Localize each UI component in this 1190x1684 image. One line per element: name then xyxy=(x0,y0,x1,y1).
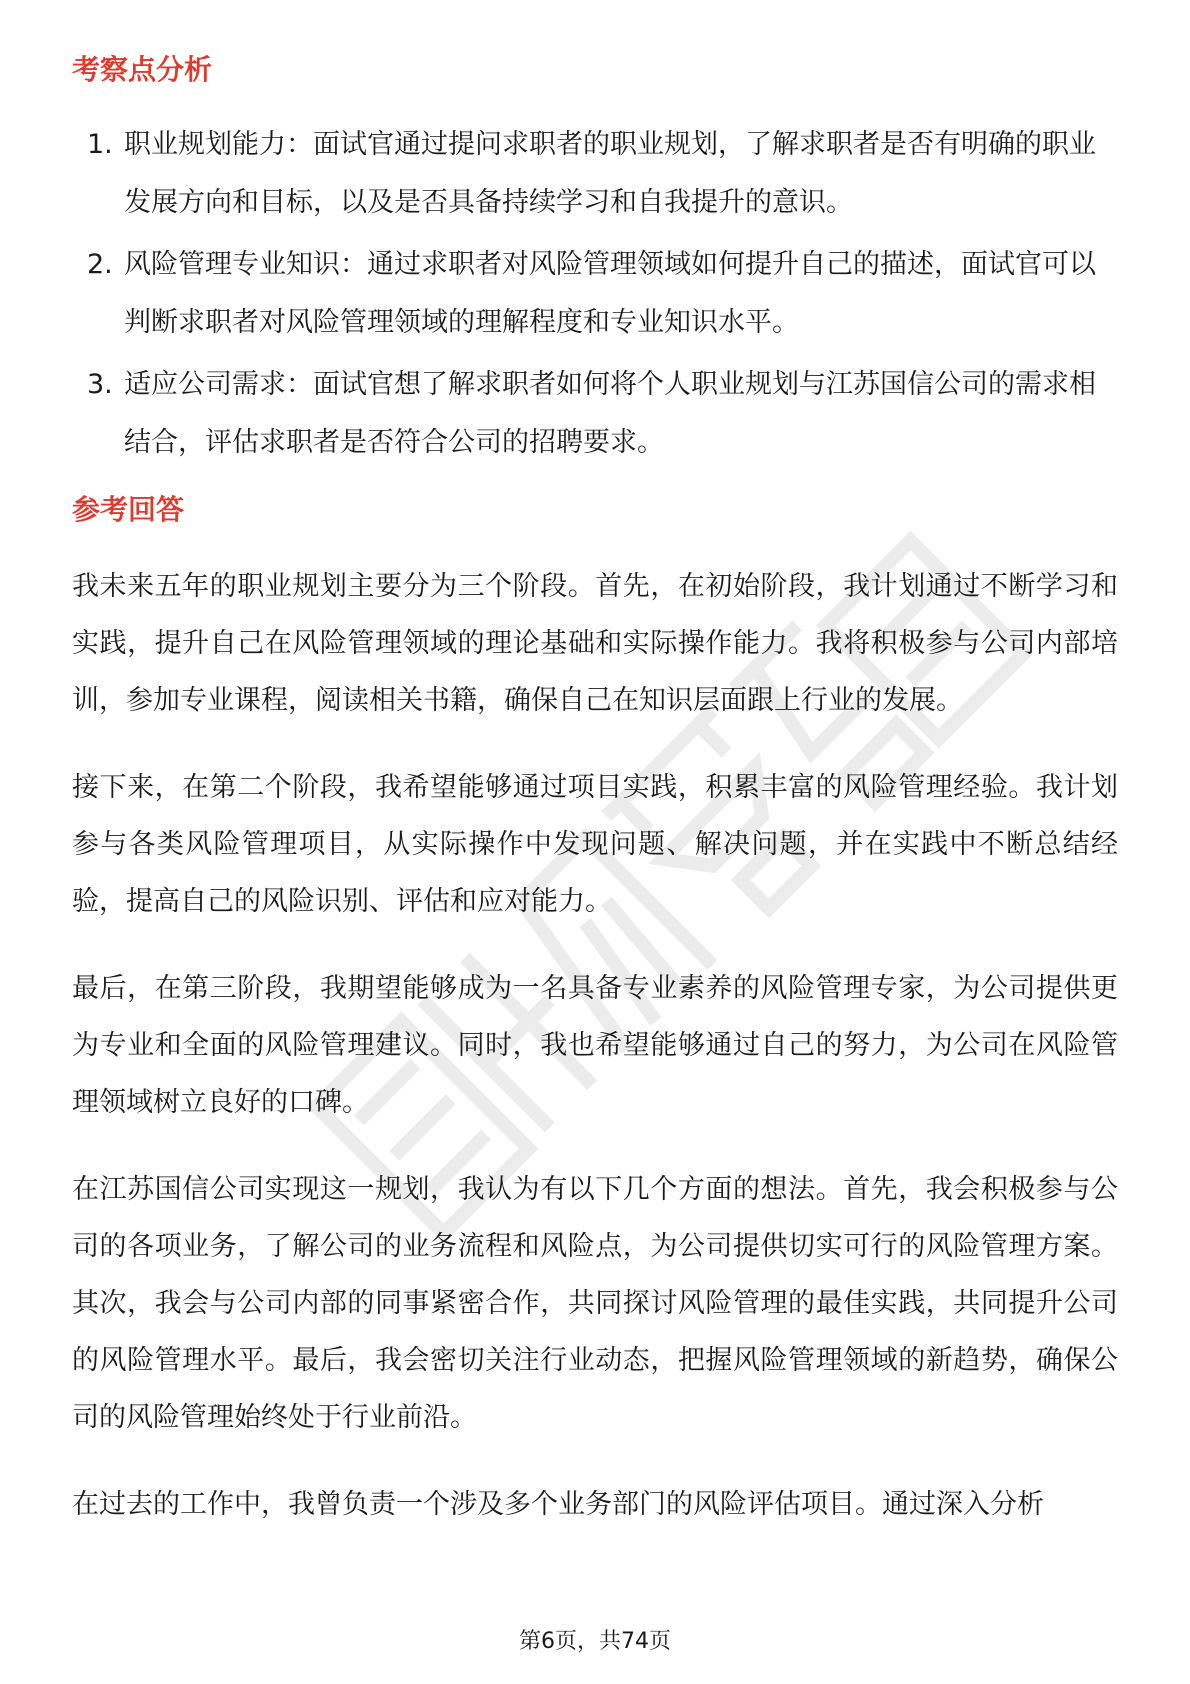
analysis-heading: 考察点分析 xyxy=(72,53,213,86)
analysis-list xyxy=(72,116,1118,472)
list-item-text: 适应公司需求：面试官想了解求职者如何将个人职业规划与江苏国信公司的需求相结合，评估求职者是否符合公司的招聘要求。 xyxy=(124,369,1096,458)
list-item xyxy=(72,356,1118,472)
list-item-number: 2. xyxy=(87,249,113,280)
list-item xyxy=(72,236,1118,352)
page-number: 第6页，共74页 xyxy=(519,1629,671,1654)
answer-heading: 参考回答 xyxy=(72,493,185,526)
list-item-text: 风险管理专业知识：通过求职者对风险管理领域如何提升自己的描述，面试官可以判断求职者对风险管理领域的理解程度和专业知识水平。 xyxy=(124,249,1096,338)
answer-paragraph: 最后，在第三阶段，我期望能够成为一名具备专业素养的风险管理专家，为公司提供更为专业和全面的风险管理建议。同时，我也希望能够通过自己的努力，为公司在风险管理领域树立良好的口碑。 xyxy=(72,973,1118,1118)
list-item-number: 3. xyxy=(87,369,113,400)
document-content xyxy=(72,50,1118,1563)
list-item-text: 职业规划能力：面试官通过提问求职者的职业规划，了解求职者是否有明确的职业发展方向和目标，以及是否具备持续学习和自我提升的意识。 xyxy=(124,129,1096,218)
list-item-number: 1. xyxy=(87,129,113,160)
answer-paragraph: 接下来，在第二个阶段，我希望能够通过项目实践，积累丰富的风险管理经验。我计划参与各类风险管理项目，从实际操作中发现问题、解决问题，并在实践中不断总结经验，提高自己的风险识别、评估和应对能力。 xyxy=(72,772,1118,917)
answer-paragraph: 我未来五年的职业规划主要分为三个阶段。首先，在初始阶段，我计划通过不断学习和实践，提升自己在风险管理领域的理论基础和实际操作能力。我将积极参与公司内部培训，参加专业课程，阅读相关书籍，确保自己在知识层面跟上行业的发展。 xyxy=(72,571,1118,716)
answer-paragraph: 在过去的工作中，我曾负责一个涉及多个业务部门的风险评估项目。通过深入分析 xyxy=(72,1489,1044,1520)
answer-paragraph: 在江苏国信公司实现这一规划，我认为有以下几个方面的想法。首先，我会积极参与公司的各项业务，了解公司的业务流程和风险点，为公司提供切实可行的风险管理方案。其次，我会与公司内部的同事紧密合作，共同探讨风险管理的最佳实践，共同提升公司的风险管理水平。最后，我会密切关注行业动态，把握风险管理领域的新趋势，确保公司的风险管理始终处于行业前沿。 xyxy=(72,1174,1118,1433)
list-item xyxy=(72,116,1118,232)
